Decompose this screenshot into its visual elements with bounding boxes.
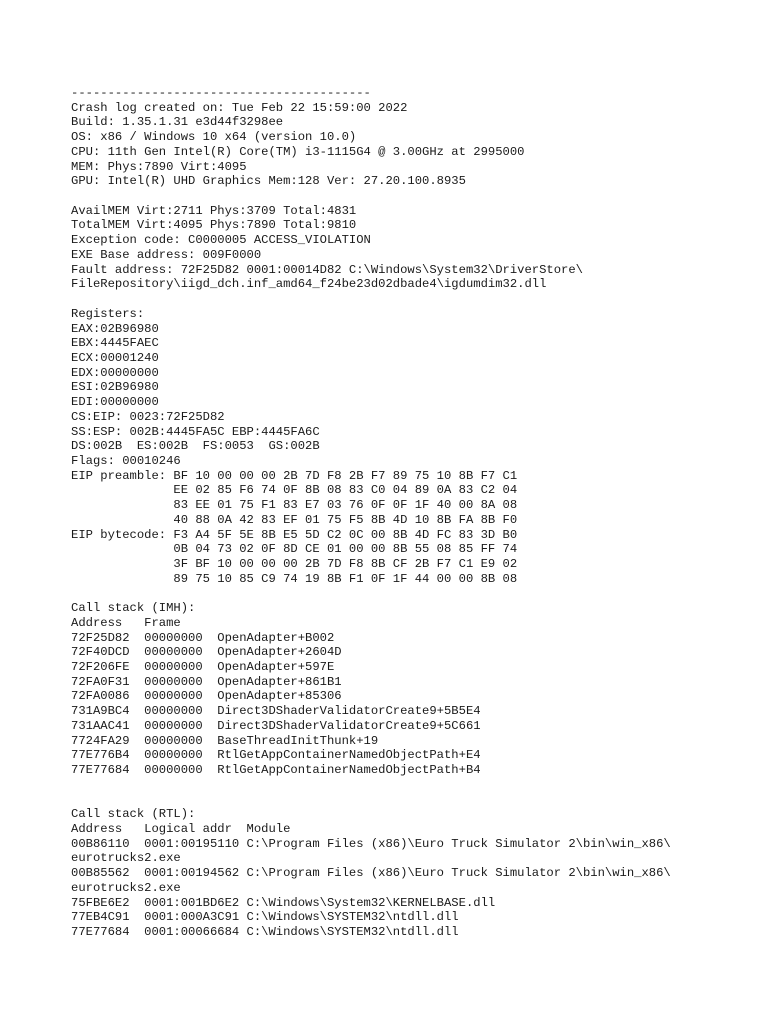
crash-log-text (71, 86, 761, 940)
log-line: 72F40DCD 00000000 OpenAdapter+2604D (71, 645, 342, 660)
log-line: 00B85562 0001:00194562 C:\Program Files (x86)\Euro Truck Simulator 2\bin\win_x86\ (71, 866, 671, 881)
log-line: AvailMEM Virt:2711 Phys:3709 Total:4831 (71, 203, 357, 218)
log-line: 83 EE 01 75 F1 83 E7 03 76 0F 0F 1F 40 00 8A 08 (71, 498, 518, 513)
log-line: CS:EIP: 0023:72F25D82 (71, 409, 225, 424)
log-line: OS: x86 / Windows 10 x64 (version 10.0) (71, 130, 357, 145)
log-line: EE 02 85 F6 74 0F 8B 08 83 C0 04 89 0A 83 C2 04 (71, 483, 518, 498)
log-line: Call stack (RTL): (71, 807, 196, 822)
log-line: EDI:00000000 (71, 395, 159, 410)
blank-line (71, 292, 761, 307)
log-line: 77E77684 0001:00066684 C:\Windows\SYSTEM32\ntdll.dll (71, 924, 459, 939)
log-line: Call stack (IMH): (71, 601, 196, 616)
log-line: 72FA0086 00000000 OpenAdapter+85306 (71, 689, 342, 704)
blank-line (71, 778, 761, 793)
log-line: 7724FA29 00000000 BaseThreadInitThunk+19 (71, 733, 379, 748)
log-line: SS:ESP: 002B:4445FA5C EBP:4445FA6C (71, 424, 320, 439)
log-line: EBX:4445FAEC (71, 336, 159, 351)
log-line: EIP bytecode: F3 A4 5F 5E 8B E5 5D C2 0C 00 8B 4D FC 83 3D B0 (71, 527, 518, 542)
log-line: 3F BF 10 00 00 00 2B 7D F8 8B CF 2B F7 C1 E9 02 (71, 557, 518, 571)
log-line: MEM: Phys:7890 Virt:4095 (71, 159, 247, 174)
log-line: 75FBE6E2 0001:001BD6E2 C:\Windows\System32\KERNELBASE.dll (71, 895, 496, 910)
log-line: EIP preamble: BF 10 00 00 00 2B 7D F8 2B F7 89 75 10 8B F7 C1 (71, 468, 518, 483)
log-line: Exception code: C0000005 ACCESS_VIOLATION (71, 233, 371, 248)
log-line: Fault address: 72F25D82 0001:00014D82 C:\Windows\System32\DriverStore\ (71, 262, 583, 277)
blank-line (71, 793, 761, 808)
log-line: Flags: 00010246 (71, 453, 181, 468)
log-line: 731AAC41 00000000 Direct3DShaderValidatorCreate9+5C661 (71, 718, 481, 733)
log-line: 72F25D82 00000000 OpenAdapter+B002 (71, 630, 335, 645)
log-line: DS:002B ES:002B FS:0053 GS:002B (71, 439, 320, 454)
log-line: EXE Base address: 009F0000 (71, 247, 262, 262)
log-line: ECX:00001240 (71, 350, 159, 365)
log-line: 77E77684 00000000 RtlGetAppContainerNamedObjectPath+B4 (71, 763, 481, 778)
log-line: 72FA0F31 00000000 OpenAdapter+861B1 (71, 674, 342, 689)
log-line: 40 88 0A 42 83 EF 01 75 F5 8B 4D 10 8B FA 8B F0 (71, 512, 518, 527)
log-line: Address Logical addr Module (71, 821, 291, 836)
log-line: 77EB4C91 0001:000A3C91 C:\Windows\SYSTEM32\ntdll.dll (71, 910, 459, 925)
log-line: EAX:02B96980 (71, 321, 159, 336)
log-line: Address Frame (71, 615, 181, 630)
blank-line (71, 586, 761, 601)
log-line: 72F206FE 00000000 OpenAdapter+597E (71, 660, 335, 675)
log-line: eurotrucks2.exe (71, 851, 181, 866)
log-line: CPU: 11th Gen Intel(R) Core(TM) i3-1115G4 @ 3.00GHz at 2995000 (71, 144, 525, 159)
log-line: 89 75 10 85 C9 74 19 8B F1 0F 1F 44 00 00 8B 08 (71, 571, 518, 586)
log-line: EDX:00000000 (71, 365, 159, 380)
log-line: ESI:02B96980 (71, 380, 159, 395)
log-line: 77E776B4 00000000 RtlGetAppContainerNamedObjectPath+E4 (71, 748, 481, 763)
log-line: 0B 04 73 02 0F 8D CE 01 00 00 8B 55 08 85 FF 74 (71, 542, 518, 557)
log-line: 731A9BC4 00000000 Direct3DShaderValidatorCreate9+5B5E4 (71, 704, 481, 719)
log-line: Registers: (71, 306, 145, 321)
log-line: TotalMEM Virt:4095 Phys:7890 Total:9810 (71, 218, 357, 233)
log-line: GPU: Intel(R) UHD Graphics Mem:128 Ver: 27.20.100.8935 (71, 174, 466, 189)
log-line: Crash log created on: Tue Feb 22 15:59:00 2022 (71, 100, 408, 115)
log-line: 00B86110 0001:00195110 C:\Program Files (x86)\Euro Truck Simulator 2\bin\win_x86\ (71, 836, 671, 851)
log-line: Build: 1.35.1.31 e3d44f3298ee (71, 115, 284, 130)
blank-line (71, 189, 761, 204)
log-line: FileRepository\iigd_dch.inf_amd64_f24be23d02dbade4\igdumdim32.dll (71, 277, 547, 292)
log-line: eurotrucks2.exe (71, 880, 181, 895)
log-line: ----------------------------------------- (71, 86, 371, 100)
